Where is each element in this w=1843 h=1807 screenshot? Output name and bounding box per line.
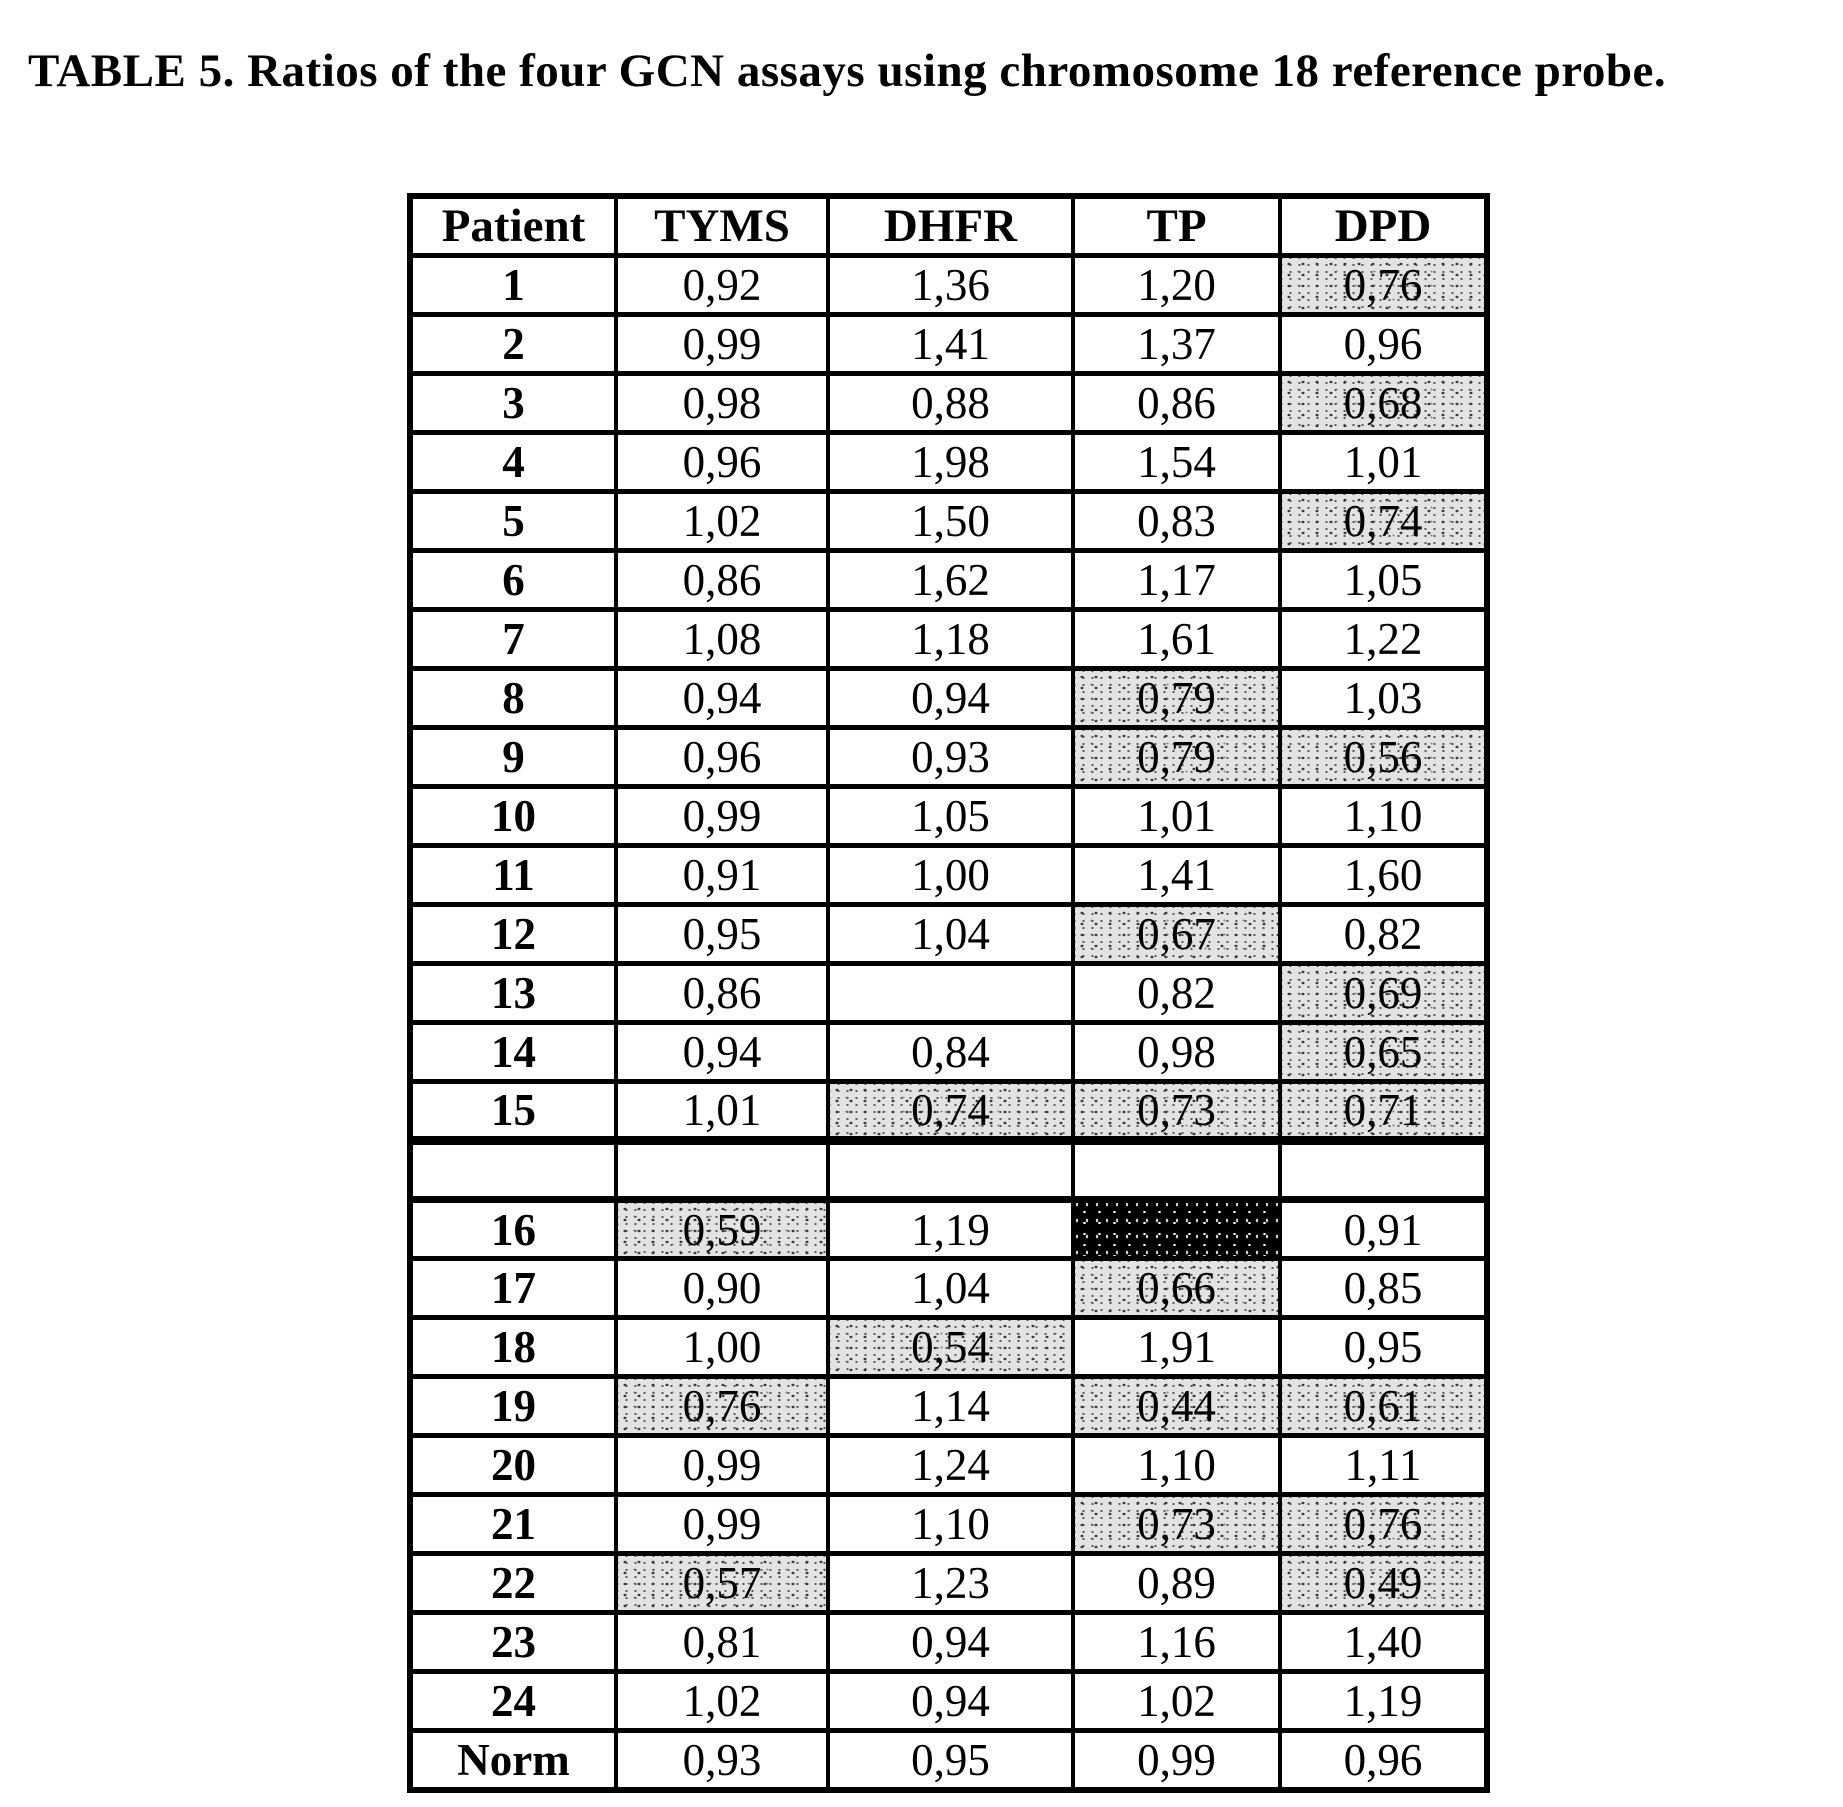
ratio-value-cell: 1,19 [828,1200,1073,1259]
patient-id-cell: 15 [410,1082,616,1141]
ratio-value-cell: 1,04 [828,1259,1073,1318]
blacked-out-value-cell [1073,1200,1280,1259]
ratio-value-cell: 1,20 [1073,256,1280,315]
patient-id-cell: 16 [410,1200,616,1259]
column-header-patient: Patient [410,196,616,256]
ratio-value-cell: 1,03 [1280,669,1487,728]
patient-row [410,256,1487,315]
ratio-value-cell: 0,90 [616,1259,828,1318]
patient-id-cell: 23 [410,1613,616,1672]
ratio-value-cell: 0,76 [1280,256,1487,315]
patient-row [410,846,1487,905]
patient-row [410,787,1487,846]
patient-row [410,905,1487,964]
ratio-value-cell [1073,1141,1280,1200]
ratio-value-cell: 0,98 [616,374,828,433]
patient-id-cell: 9 [410,728,616,787]
patient-id-cell: 24 [410,1672,616,1731]
ratio-value-cell: 0,79 [1073,669,1280,728]
ratio-value-cell [616,1141,828,1200]
ratio-value-cell: 0,86 [616,551,828,610]
patient-row [410,1377,1487,1436]
ratio-value-cell: 0,86 [1073,374,1280,433]
ratio-value-cell: 1,19 [1280,1672,1487,1731]
patient-id-cell: 1 [410,256,616,315]
table-title: TABLE 5. Ratios of the four GCN assays using chromosome 18 reference probe. [28,45,1667,97]
ratio-value-cell: 0,74 [1280,492,1487,551]
ratio-value-cell: 0,95 [1280,1318,1487,1377]
ratio-value-cell: 0,99 [616,787,828,846]
ratio-value-cell: 1,01 [616,1082,828,1141]
ratio-value-cell: 0,79 [1073,728,1280,787]
patient-id-cell: 3 [410,374,616,433]
column-header-tyms: TYMS [616,196,828,256]
patient-id-cell: 11 [410,846,616,905]
patient-id-cell: 22 [410,1554,616,1613]
ratio-value-cell: 1,10 [1280,787,1487,846]
ratio-value-cell: 0,76 [1280,1495,1487,1554]
patient-row [410,1731,1487,1790]
patient-row [410,551,1487,610]
ratio-value-cell: 1,22 [1280,610,1487,669]
ratio-value-cell: 1,00 [616,1318,828,1377]
ratio-value-cell: 1,98 [828,433,1073,492]
patient-row [410,1259,1487,1318]
ratio-value-cell: 0,99 [616,1495,828,1554]
ratio-value-cell: 1,04 [828,905,1073,964]
patient-row [410,728,1487,787]
ratio-value-cell: 0,96 [616,433,828,492]
ratio-value-cell: 1,05 [1280,551,1487,610]
patient-row [410,433,1487,492]
patient-id-cell: 17 [410,1259,616,1318]
ratio-value-cell: 0,66 [1073,1259,1280,1318]
patient-row [410,492,1487,551]
patient-id-cell: Norm [410,1731,616,1790]
ratio-value-cell: 0,95 [616,905,828,964]
ratio-value-cell: 1,54 [1073,433,1280,492]
ratio-value-cell: 0,59 [616,1200,828,1259]
ratio-value-cell: 0,99 [616,1436,828,1495]
patient-row [410,669,1487,728]
patient-id-cell: 10 [410,787,616,846]
ratio-value-cell: 0,96 [1280,315,1487,374]
ratio-value-cell: 0,83 [1073,492,1280,551]
ratio-value-cell: 1,24 [828,1436,1073,1495]
gcn-ratio-table [407,193,1490,1793]
ratio-value-cell: 1,17 [1073,551,1280,610]
patient-id-cell: 12 [410,905,616,964]
patient-id-cell: 2 [410,315,616,374]
patient-id-cell: 14 [410,1023,616,1082]
ratio-value-cell: 0,67 [1073,905,1280,964]
patient-id-cell: 6 [410,551,616,610]
ratio-value-cell: 0,61 [1280,1377,1487,1436]
ratio-value-cell: 1,50 [828,492,1073,551]
ratio-value-cell: 0,84 [828,1023,1073,1082]
ratio-value-cell: 1,62 [828,551,1073,610]
patient-row [410,1023,1487,1082]
ratio-value-cell: 0,94 [616,1023,828,1082]
ratio-value-cell: 1,37 [1073,315,1280,374]
patient-id-cell: 8 [410,669,616,728]
ratio-value-cell: 0,71 [1280,1082,1487,1141]
ratio-value-cell: 0,44 [1073,1377,1280,1436]
ratio-value-cell: 0,93 [828,728,1073,787]
ratio-value-cell: 1,02 [616,492,828,551]
ratio-value-cell [828,964,1073,1023]
ratio-value-cell: 0,91 [1280,1200,1487,1259]
ratio-value-cell: 0,81 [616,1613,828,1672]
patient-row [410,1495,1487,1554]
ratio-value-cell: 1,08 [616,610,828,669]
ratio-value-cell: 1,02 [616,1672,828,1731]
patient-row [410,610,1487,669]
ratio-value-cell: 0,69 [1280,964,1487,1023]
ratio-value-cell: 0,85 [1280,1259,1487,1318]
ratio-value-cell: 0,49 [1280,1554,1487,1613]
ratio-value-cell: 1,01 [1280,433,1487,492]
ratio-value-cell: 0,65 [1280,1023,1487,1082]
ratio-value-cell: 0,54 [828,1318,1073,1377]
patient-id-cell: 21 [410,1495,616,1554]
ratio-value-cell: 1,91 [1073,1318,1280,1377]
patient-id-cell: 19 [410,1377,616,1436]
ratio-value-cell: 1,14 [828,1377,1073,1436]
ratio-value-cell: 1,36 [828,256,1073,315]
column-header-dhfr: DHFR [828,196,1073,256]
patient-row [410,1082,1487,1141]
ratio-value-cell: 0,96 [1280,1731,1487,1790]
ratio-value-cell: 1,40 [1280,1613,1487,1672]
ratio-value-cell: 1,10 [828,1495,1073,1554]
ratio-value-cell: 1,18 [828,610,1073,669]
header-row [410,196,1487,256]
patient-id-cell [410,1141,616,1200]
ratio-value-cell: 1,61 [1073,610,1280,669]
ratio-value-cell: 0,73 [1073,1495,1280,1554]
ratio-value-cell: 0,68 [1280,374,1487,433]
ratio-value-cell: 0,99 [1073,1731,1280,1790]
patient-id-cell: 5 [410,492,616,551]
ratio-value-cell: 0,82 [1280,905,1487,964]
ratio-value-cell: 1,23 [828,1554,1073,1613]
ratio-value-cell: 1,41 [1073,846,1280,905]
patient-row [410,374,1487,433]
ratio-value-cell: 0,92 [616,256,828,315]
patient-row [410,315,1487,374]
ratio-value-cell [1280,1141,1487,1200]
ratio-value-cell: 0,95 [828,1731,1073,1790]
patient-row [410,1554,1487,1613]
table-body [410,256,1487,1790]
ratio-value-cell: 0,76 [616,1377,828,1436]
ratio-value-cell: 0,73 [1073,1082,1280,1141]
ratio-value-cell: 0,94 [828,1613,1073,1672]
ratio-value-cell: 0,88 [828,374,1073,433]
patient-id-cell: 7 [410,610,616,669]
ratio-value-cell: 0,56 [1280,728,1487,787]
ratio-value-cell: 0,99 [616,315,828,374]
ratio-value-cell: 0,94 [828,669,1073,728]
patient-row [410,1318,1487,1377]
patient-row [410,1672,1487,1731]
ratio-value-cell: 0,91 [616,846,828,905]
patient-id-cell: 4 [410,433,616,492]
column-header-dpd: DPD [1280,196,1487,256]
ratio-value-cell: 1,01 [1073,787,1280,846]
ratio-value-cell: 1,00 [828,846,1073,905]
ratio-value-cell: 0,74 [828,1082,1073,1141]
patient-row [410,964,1487,1023]
patient-id-cell: 13 [410,964,616,1023]
ratio-value-cell: 1,60 [1280,846,1487,905]
separator-row [410,1141,1487,1200]
ratio-value-cell: 0,93 [616,1731,828,1790]
ratio-value-cell: 0,94 [616,669,828,728]
ratio-value-cell: 0,96 [616,728,828,787]
ratio-value-cell: 0,86 [616,964,828,1023]
ratio-value-cell: 0,57 [616,1554,828,1613]
ratio-value-cell: 1,05 [828,787,1073,846]
ratio-value-cell: 0,98 [1073,1023,1280,1082]
ratio-value-cell: 1,41 [828,315,1073,374]
ratio-value-cell: 1,16 [1073,1613,1280,1672]
patient-id-cell: 18 [410,1318,616,1377]
ratio-value-cell: 1,02 [1073,1672,1280,1731]
ratio-value-cell [828,1141,1073,1200]
column-header-tp: TP [1073,196,1280,256]
ratio-value-cell: 0,82 [1073,964,1280,1023]
ratio-value-cell: 1,10 [1073,1436,1280,1495]
ratio-value-cell: 1,11 [1280,1436,1487,1495]
ratio-value-cell: 0,89 [1073,1554,1280,1613]
ratio-value-cell: 0,94 [828,1672,1073,1731]
patient-id-cell: 20 [410,1436,616,1495]
patient-row [410,1436,1487,1495]
patient-row [410,1613,1487,1672]
patient-row [410,1200,1487,1259]
